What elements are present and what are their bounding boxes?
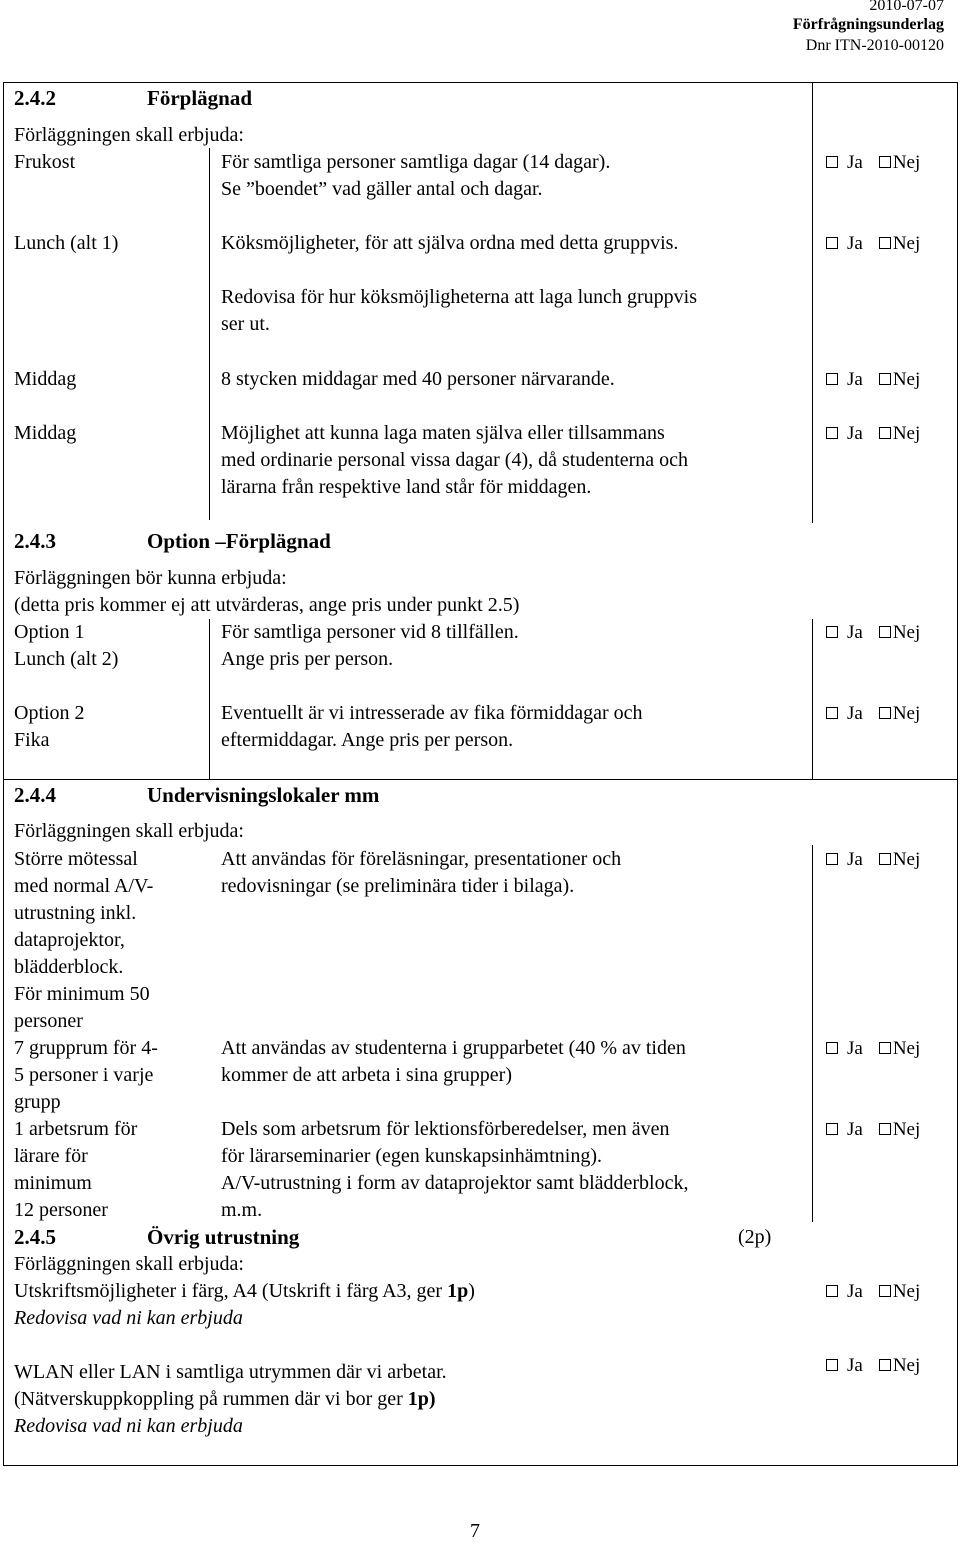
no-label: Nej [892, 423, 921, 444]
row-text: Dels som arbetsrum för lektionsförberedelser, men även [221, 1118, 670, 1140]
no-label: Nej [892, 1281, 921, 1302]
row-text: Möjlighet att kunna laga maten själva eller tillsammans [221, 422, 665, 444]
row-text: A/V-utrustning i form av dataprojektor samt blädderblock, [221, 1172, 689, 1194]
row-label: 12 personer [14, 1199, 108, 1221]
row-label: Middag [14, 422, 77, 444]
yes-label: Ja [847, 849, 863, 870]
yes-no-choice [826, 366, 920, 393]
yes-no-choice [826, 846, 920, 873]
row-label: Lunch (alt 1) [14, 232, 119, 254]
row-text: 8 stycken middagar med 40 personer närvarande. [221, 368, 615, 390]
row-text: Att användas av studenterna i grupparbetet (40 % av tiden [221, 1037, 686, 1059]
item-text: Utskriftsmöjligheter i färg, A4 (Utskrift i färg A3, ger 1p) [14, 1280, 475, 1302]
row-text: redovisningar (se preliminära tider i bilaga). [221, 875, 575, 897]
row-label: Middag [14, 368, 77, 390]
yes-no-choice [826, 149, 920, 176]
section-intro: Förläggningen skall erbjuda: [14, 1253, 244, 1275]
no-label: Nej [892, 849, 921, 870]
checkbox-no[interactable] [879, 237, 891, 249]
checkbox-no[interactable] [879, 626, 891, 638]
divider [812, 619, 813, 779]
checkbox-yes[interactable] [826, 707, 838, 719]
row-text: för lärarseminarier (egen kunskapsinhämtning). [221, 1145, 602, 1167]
row-label: utrustning inkl. [14, 902, 137, 924]
no-label: Nej [892, 703, 921, 724]
row-label: 5 personer i varje [14, 1064, 154, 1086]
row-label: För minimum 50 [14, 983, 150, 1005]
row-label: Option 1 [14, 621, 85, 643]
yes-label: Ja [847, 703, 863, 724]
yes-no-choice [826, 1352, 920, 1379]
checkbox-yes[interactable] [826, 373, 838, 385]
yes-label: Ja [847, 622, 863, 643]
checkbox-no[interactable] [879, 707, 891, 719]
row-label: lärare för [14, 1145, 88, 1167]
section-heading-244: 2.4.4 Undervisningslokaler mm [14, 783, 380, 807]
section-heading-243: 2.4.3 Option –Förplägnad [14, 529, 331, 553]
yes-label: Ja [847, 233, 863, 254]
header-title: Förfrågningsunderlag [792, 16, 944, 33]
checkbox-no[interactable] [879, 1123, 891, 1135]
row-label: Större mötessal [14, 848, 138, 870]
checkbox-yes[interactable] [826, 156, 838, 168]
no-label: Nej [892, 622, 921, 643]
row-label: dataprojektor, [14, 929, 125, 951]
no-label: Nej [892, 1355, 921, 1376]
row-label: personer [14, 1010, 83, 1032]
row-text: Se ”boendet” vad gäller antal och dagar. [221, 178, 543, 200]
divider [812, 845, 813, 1222]
header-date: 2010-07-07 [869, 0, 944, 14]
row-text: eftermiddagar. Ange pris per person. [221, 729, 514, 751]
yes-label: Ja [847, 1119, 863, 1140]
checkbox-no[interactable] [879, 853, 891, 865]
page-number: 7 [470, 1520, 480, 1542]
no-label: Nej [892, 1038, 921, 1059]
yes-label: Ja [847, 1355, 863, 1376]
row-text: Redovisa för hur köksmöjligheterna att laga lunch gruppvis [221, 286, 698, 308]
header-dnr: Dnr ITN-2010-00120 [805, 37, 944, 54]
checkbox-no[interactable] [879, 373, 891, 385]
row-label: 7 grupprum för 4- [14, 1037, 158, 1059]
row-text: För samtliga personer vid 8 tillfällen. [221, 621, 519, 643]
row-label: blädderblock. [14, 956, 124, 978]
no-label: Nej [892, 233, 921, 254]
no-label: Nej [892, 1119, 921, 1140]
yes-no-choice [826, 230, 920, 257]
section-heading-242: 2.4.2 Förplägnad [14, 86, 253, 110]
row-text: lärarna från respektive land står för middagen. [221, 476, 592, 498]
yes-no-choice [826, 619, 920, 646]
item-note: Redovisa vad ni kan erbjuda [14, 1307, 243, 1329]
item-text: (Nätverskuppkoppling på rummen där vi bor ger 1p) [14, 1388, 436, 1410]
checkbox-yes[interactable] [826, 237, 838, 249]
yes-no-choice [826, 1278, 920, 1305]
row-text: ser ut. [221, 313, 270, 335]
checkbox-no[interactable] [879, 156, 891, 168]
no-label: Nej [892, 369, 921, 390]
row-text: Eventuellt är vi intresserade av fika förmiddagar och [221, 702, 643, 724]
checkbox-yes[interactable] [826, 427, 838, 439]
divider [3, 779, 958, 780]
row-text: m.m. [221, 1199, 263, 1221]
points-label: (2p) [738, 1226, 772, 1248]
yes-label: Ja [847, 369, 863, 390]
section-heading-245: 2.4.5 Övrig utrustning [14, 1225, 300, 1249]
divider [812, 82, 813, 523]
checkbox-no[interactable] [879, 1285, 891, 1297]
item-note: Redovisa vad ni kan erbjuda [14, 1415, 243, 1437]
row-label: med normal A/V- [14, 875, 154, 897]
row-label: Fika [14, 729, 50, 751]
yes-label: Ja [847, 152, 863, 173]
row-label: Option 2 [14, 702, 85, 724]
checkbox-yes[interactable] [826, 853, 838, 865]
checkbox-yes[interactable] [826, 1285, 838, 1297]
checkbox-yes[interactable] [826, 1359, 838, 1371]
checkbox-yes[interactable] [826, 1042, 838, 1054]
item-text: WLAN eller LAN i samtliga utrymmen där vi arbetar. [14, 1361, 447, 1383]
row-text: Ange pris per person. [221, 648, 394, 670]
checkbox-no[interactable] [879, 1042, 891, 1054]
row-label: Frukost [14, 151, 76, 173]
yes-no-choice [826, 420, 920, 447]
checkbox-yes[interactable] [826, 626, 838, 638]
section-intro: Förläggningen skall erbjuda: [14, 820, 244, 842]
checkbox-no[interactable] [879, 1359, 891, 1371]
row-text: kommer de att arbeta i sina grupper) [221, 1064, 512, 1086]
section-intro: Förläggningen bör kunna erbjuda: [14, 567, 287, 589]
yes-no-choice [826, 1035, 920, 1062]
yes-no-choice [826, 700, 920, 727]
yes-label: Ja [847, 1038, 863, 1059]
no-label: Nej [892, 152, 921, 173]
row-text: Att användas för föreläsningar, presentationer och [221, 848, 622, 870]
yes-label: Ja [847, 423, 863, 444]
section-note: (detta pris kommer ej att utvärderas, ange pris under punkt 2.5) [14, 594, 520, 616]
divider [209, 148, 210, 520]
row-text: Köksmöjligheter, för att själva ordna med detta gruppvis. [221, 232, 679, 254]
row-label: 1 arbetsrum för [14, 1118, 138, 1140]
section-intro: Förläggningen skall erbjuda: [14, 124, 244, 146]
row-text: med ordinarie personal vissa dagar (4), då studenterna och [221, 449, 689, 471]
yes-label: Ja [847, 1281, 863, 1302]
row-text: För samtliga personer samtliga dagar (14 dagar). [221, 151, 611, 173]
row-label: grupp [14, 1091, 61, 1113]
row-label: Lunch (alt 2) [14, 648, 119, 670]
row-label: minimum [14, 1172, 92, 1194]
checkbox-no[interactable] [879, 427, 891, 439]
yes-no-choice [826, 1116, 920, 1143]
checkbox-yes[interactable] [826, 1123, 838, 1135]
divider [209, 619, 210, 779]
